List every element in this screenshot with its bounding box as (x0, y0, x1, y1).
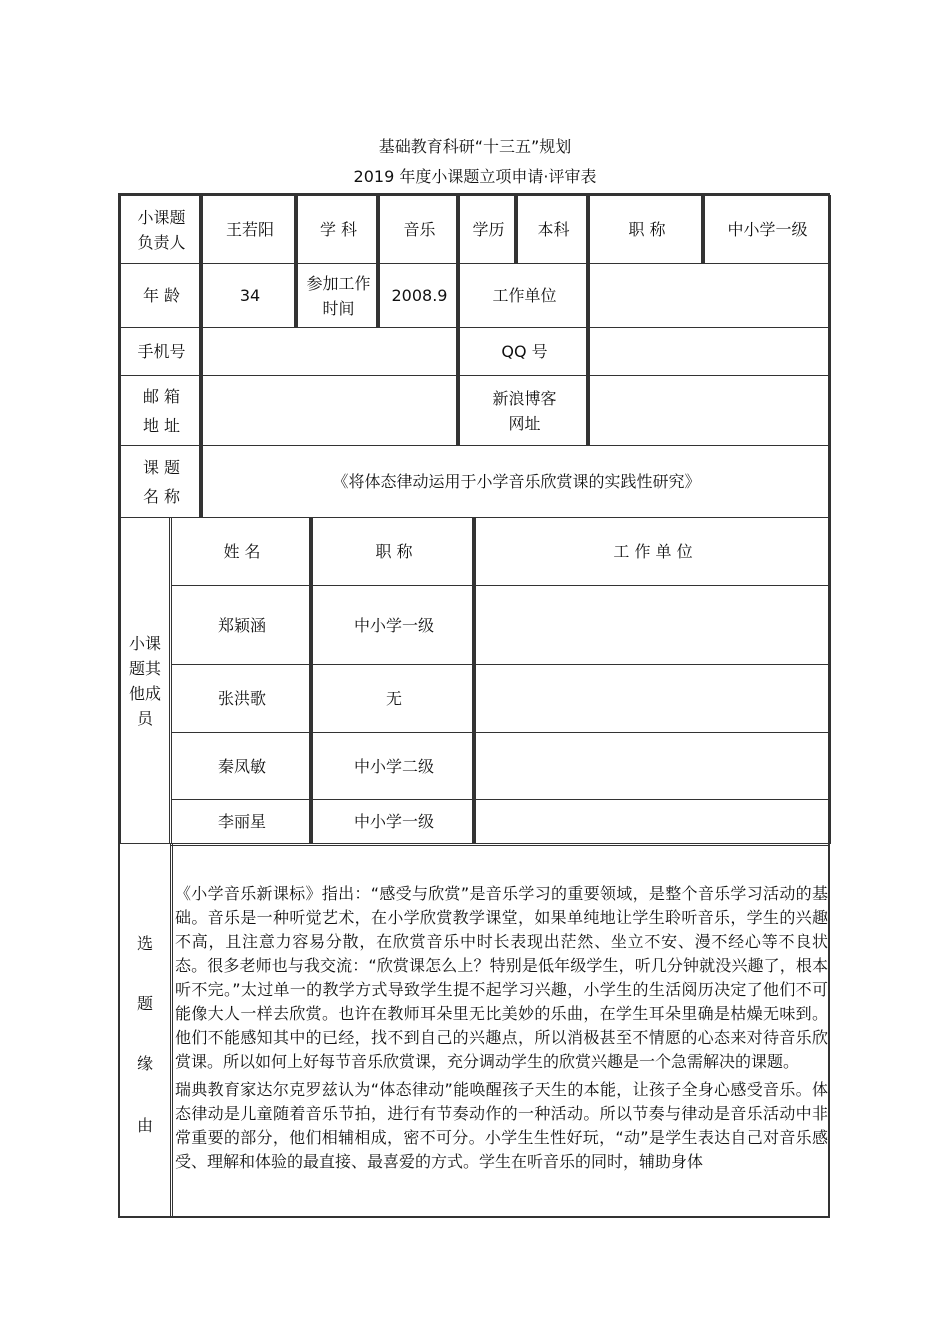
member-row (121, 800, 831, 844)
member-unit (476, 586, 831, 665)
reason-label-char: 缘 (136, 1054, 153, 1073)
qq-label: QQ 号 (460, 328, 590, 376)
qq-value (590, 328, 831, 376)
member-row (121, 665, 831, 733)
member-unit (476, 733, 831, 800)
subject-label: 学 科 (298, 196, 380, 264)
work-start-label: 参加工作 时间 (298, 264, 380, 328)
age-label: 年 龄 (121, 264, 203, 328)
member-name: 郑颖涵 (171, 586, 313, 665)
education-value: 本科 (518, 196, 590, 264)
members-header-name: 姓 名 (171, 518, 313, 586)
reason-label-char: 题 (136, 994, 153, 1013)
member-title: 中小学一级 (313, 800, 476, 844)
reason-content (171, 843, 830, 1217)
member-row (121, 586, 831, 665)
email-label: 邮 箱 地 址 (121, 376, 203, 446)
member-title: 中小学一级 (313, 586, 476, 665)
title-label: 职 称 (590, 196, 705, 264)
members-table (120, 517, 831, 844)
member-unit (476, 800, 831, 844)
reason-paragraph: 瑞典教育家达尔克罗兹认为“体态律动”能唤醒孩子天生的本能，让孩子全身心感受音乐。体态律动是儿童随着音乐节拍，进行有节奏动作的一种活动。所以节奏与律动是音乐活动中非常重要的部分，他们相辅相成，密不可分。小学生生性好玩，“动”是学生表达自己对音乐感受、理解和体验的最直接、最喜爱的方式。学生在听音乐的同时，辅助身体 (175, 1080, 828, 1171)
title-value: 中小学一级 (705, 196, 831, 264)
members-header-unit: 工 作 单 位 (476, 518, 831, 586)
member-name: 李丽星 (171, 800, 313, 844)
work-unit-label: 工作单位 (460, 264, 590, 328)
member-name: 张洪歌 (171, 665, 313, 733)
doc-title-line1: 基础教育科研“十三五”规划 (378, 137, 572, 156)
phone-label: 手机号 (121, 328, 203, 376)
reason-paragraph: 《小学音乐新课标》指出：“感受与欣赏”是音乐学习的重要领域，是整个音乐学习活动的基础。音乐是一种听觉艺术，在小学欣赏教学课堂，如果单纯地让学生聆听音乐，学生的兴趣不高，且注意力容易分散，在欣赏音乐中时长表现出茫然、坐立不安、漫不经心等不良状态。很多老师也与我交流：“欣赏课怎么上？特别是低年级学生，听几分钟就没兴趣了，根本听不完。”太过单一的教学方式导致学生提不起学习兴趣，小学生的生活阅历决定了他们不可能像大人一样去欣赏。也许在教师耳朵里无比美妙的乐曲，在学生耳朵里确是枯燥无味到。他们不能感知其中的已经，找不到自己的兴趣点，所以消极甚至不情愿的心态来对待音乐欣赏课。所以如何上好每节音乐欣赏课，充分调动学生的欣赏兴趣是一个急需解决的课题。 (175, 884, 828, 1071)
subject-value: 音乐 (380, 196, 460, 264)
work-start-value: 2008.9 (380, 264, 460, 328)
applicant-info-table (120, 195, 831, 518)
topic-label: 课 题 名 称 (121, 446, 203, 518)
leader-name: 王若阳 (203, 196, 298, 264)
email-value (203, 376, 460, 446)
doc-title-line2: 2019 年度小课题立项申请·评审表 (353, 167, 597, 186)
members-section-label: 小课 题其 他成 员 (121, 518, 171, 844)
members-header-title: 职 称 (313, 518, 476, 586)
age-value: 34 (203, 264, 298, 328)
reason-label-char: 由 (136, 1116, 153, 1135)
blog-value (590, 376, 831, 446)
member-title: 无 (313, 665, 476, 733)
phone-value (203, 328, 460, 376)
blog-label: 新浪博客 网址 (460, 376, 590, 446)
member-unit (476, 665, 831, 733)
leader-label: 小课题 负责人 (121, 196, 203, 264)
member-row (121, 733, 831, 800)
reason-label-char: 选 (136, 934, 153, 953)
work-unit-value (590, 264, 831, 328)
topic-value: 《将体态律动运用于小学音乐欣赏课的实践性研究》 (203, 446, 831, 518)
education-label: 学历 (460, 196, 518, 264)
member-name: 秦凤敏 (171, 733, 313, 800)
reason-label (120, 843, 173, 1217)
member-title: 中小学二级 (313, 733, 476, 800)
